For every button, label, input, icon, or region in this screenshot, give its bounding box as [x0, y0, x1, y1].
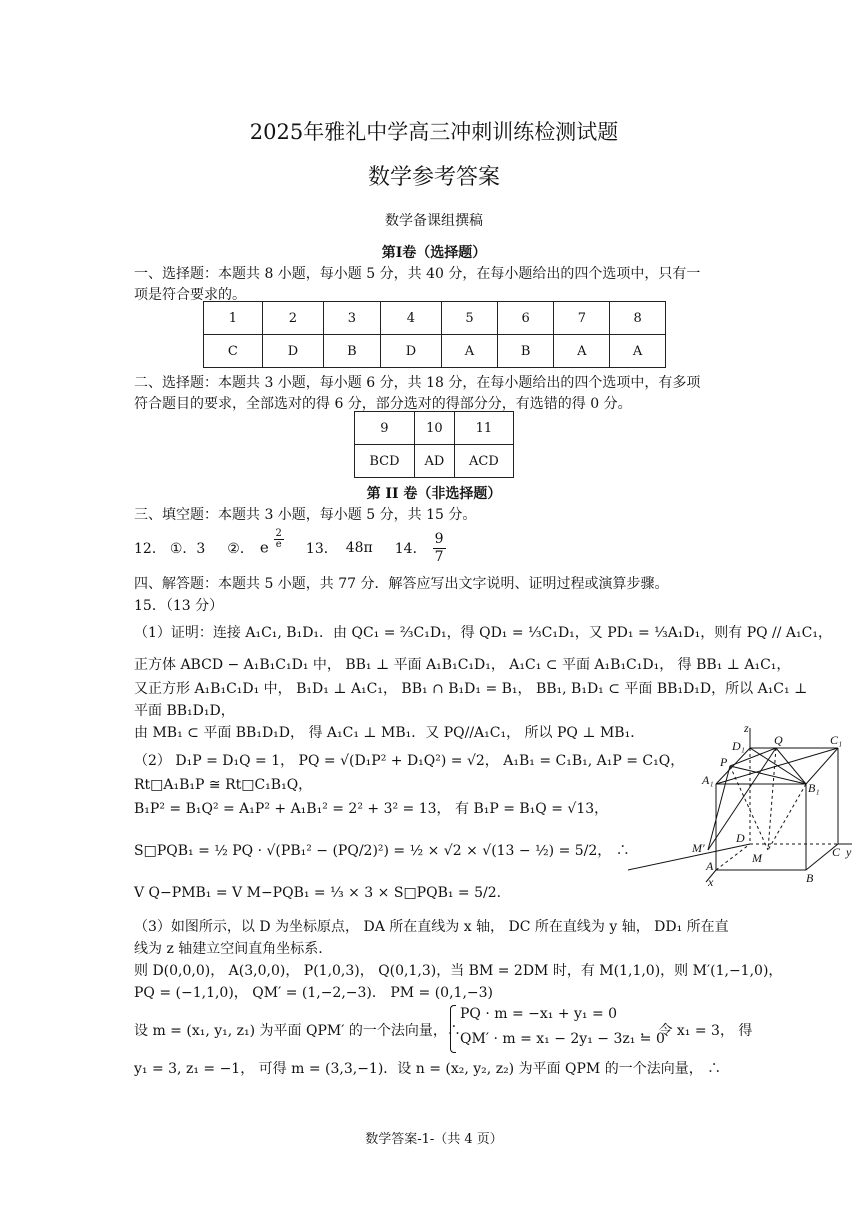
solution-line-12: 线为 z 轴建立空间直角坐标系. — [134, 941, 323, 957]
segment-line — [716, 748, 838, 784]
plane-line — [628, 844, 750, 870]
table-row — [355, 445, 514, 478]
edge-line — [806, 748, 838, 784]
table-cell: B — [324, 335, 381, 368]
section2-text-1: 二、选择题：本题共 3 小题，每小题 6 分，共 18 分，在每小题给出的四个选项中，有多项 — [134, 375, 701, 391]
label-d: D — [736, 831, 745, 845]
label-m: M — [752, 851, 762, 865]
table-cell: D — [262, 335, 323, 368]
table-cell: 9 — [355, 412, 415, 445]
table-cell: B — [497, 335, 554, 368]
table-cell: D — [380, 335, 441, 368]
segment-line — [768, 748, 776, 850]
page-title: 2025年雅礼中学高三冲刺训练检测试题 — [249, 120, 619, 144]
table-cell: 2 — [262, 302, 323, 335]
table-row — [204, 335, 666, 368]
solution-line-5: 由 MB₁ ⊂ 平面 BB₁D₁D， 得 A₁C₁ ⊥ MB₁．又 PQ//A₁C₁， 所以 PQ ⊥ MB₁． — [134, 725, 645, 741]
label-d1: D₁ — [732, 739, 745, 753]
solution-line-1: （1）证明：连接 A₁C₁, B₁D₁．由 QC₁ = ⅔C₁D₁，得 QD₁ = ⅓C₁D₁，又 PD₁ = ⅓A₁D₁，则有 PQ // A₁C₁， — [134, 625, 832, 641]
q12-answer-1: ①．3 — [169, 541, 206, 557]
exp-num: 2 — [275, 527, 282, 539]
table-cell: 3 — [324, 302, 381, 335]
part1-heading: 第Ⅰ卷（选择题） — [381, 245, 487, 261]
table-cell: 7 — [554, 302, 610, 335]
segment-line — [768, 784, 806, 850]
table-cell: AD — [414, 445, 454, 478]
label-p: P — [720, 755, 728, 769]
solution-line-16: y₁ = 3, z₁ = −1， 可得 m = (3,3,−1)．设 n = (x₂, y₂, z₂) 为平面 QPM 的一个法向量， ∴ — [134, 1061, 722, 1077]
table-cell: 1 — [204, 302, 263, 335]
q14-label: 14． — [394, 541, 427, 557]
page-footer: 数学答案-1-（共 4 页） — [365, 1132, 503, 1147]
label-a1: A₁ — [702, 773, 714, 787]
equation-brace — [450, 1005, 456, 1053]
label-c: C — [832, 845, 841, 859]
table-cell: 8 — [610, 302, 666, 335]
table-cell: BCD — [355, 445, 415, 478]
table-cell: A — [442, 335, 498, 368]
section4-text: 四、解答题：本题共 5 小题，共 77 分．解答应写出文字说明、证明过程或演算步骤。 — [134, 576, 669, 592]
table-cell: 10 — [414, 412, 454, 445]
solution-line-3: 又正方形 A₁B₁C₁D₁ 中， B₁D₁ ⊥ A₁C₁， BB₁ ∩ B₁D₁ = B₁， BB₁, B₁D₁ ⊂ 平面 BB₁D₁D，所以 A₁C₁ ⊥ — [134, 681, 808, 697]
label-m-prime: M′ — [692, 841, 705, 855]
table-cell: C — [204, 335, 263, 368]
part2-heading: 第 II 卷（非选择题） — [366, 486, 502, 502]
label-y: y — [846, 845, 852, 859]
solution-line-8: B₁P² = B₁Q² = A₁P² + A₁B₁² = 2² + 3² = 13， 有 B₁P = B₁Q = √13， — [134, 801, 609, 817]
answer-table-2 — [354, 411, 514, 478]
solution-line-4: 平面 BB₁D₁D， — [134, 703, 235, 719]
system-eq-1: PQ · m = −x₁ + y₁ = 0 — [460, 1006, 618, 1022]
exp-power — [274, 529, 284, 550]
solution-line-2: 正方体 ABCD − A₁B₁C₁D₁ 中， BB₁ ⊥ 平面 A₁B₁C₁D₁， A₁C₁ ⊂ 平面 A₁B₁C₁D₁， 得 BB₁ ⊥ A₁C₁， — [134, 657, 791, 673]
q12-answer-2 — [259, 527, 284, 559]
table-row — [355, 412, 514, 445]
solution-line-11: （3）如图所示，以 D 为坐标原点， DA 所在直线为 x 轴， DC 所在直线为 y 轴， DD₁ 所在直 — [134, 919, 729, 935]
table-cell: 5 — [442, 302, 498, 335]
q14-answer — [433, 531, 446, 566]
segment-line — [750, 748, 806, 784]
segment-line — [776, 748, 806, 784]
table-cell: 11 — [454, 412, 513, 445]
answer-table-1 — [203, 301, 666, 368]
table-cell: A — [610, 335, 666, 368]
table-cell: ACD — [454, 445, 513, 478]
q13-answer: 48π — [345, 540, 373, 556]
section1-text-1: 一、选择题：本题共 8 小题，每小题 5 分，共 40 分，在每小题给出的四个选项中，只有一 — [134, 266, 701, 282]
section3-text: 三、填空题：本题共 3 小题，每小题 5 分，共 15 分。 — [134, 507, 477, 523]
solution-line-15-tail: ， 令 x₁ = 3， 得 — [640, 1023, 753, 1039]
exp-den: e — [275, 538, 282, 550]
page-subtitle: 数学参考答案 — [367, 165, 500, 190]
section1-text-2: 项是符合要求的。 — [134, 287, 246, 303]
table-row — [204, 302, 666, 335]
author-line: 数学备课组撰稿 — [385, 213, 483, 229]
table-cell: A — [554, 335, 610, 368]
q12-answer-2-label: ②． — [227, 541, 254, 557]
q12-label: 12． — [134, 541, 166, 557]
q14-num: 9 — [434, 530, 444, 547]
solution-line-15: 设 m = (x₁, y₁, z₁) 为平面 QPM′ 的一个法向量，∴ — [134, 1023, 461, 1039]
section2-text-2: 符合题目的要求，全部选对的得 6 分，部分选对的得部分分，有选错的得 0 分。 — [134, 396, 632, 412]
label-c1: C₁ — [830, 733, 843, 747]
solution-line-9: S□PQB₁ = ½ PQ · √(PB₁² − (PQ/2)²) = ½ × √2 × √(13 − ½) = 5/2， ∴ — [134, 843, 630, 859]
label-q: Q — [774, 733, 783, 747]
cube-figure — [620, 722, 860, 892]
q13-label: 13． — [305, 541, 338, 557]
solution-line-13: 则 D(0,0,0)， A(3,0,0)， P(1,0,3)， Q(0,1,3)，当 BM = 2DM 时，有 M(1,1,0)，则 M′(1,−1,0)， — [134, 963, 783, 979]
label-a: A — [706, 859, 714, 873]
solution-line-10: V Q−PMB₁ = V M−PQB₁ = ⅓ × 3 × S□PQB₁ = 5/2． — [134, 885, 511, 901]
table-cell: 6 — [497, 302, 554, 335]
label-b1: B₁ — [808, 781, 820, 795]
label-x: x — [708, 875, 714, 889]
fill-answers — [134, 528, 446, 568]
table-cell: 4 — [380, 302, 441, 335]
solution-line-7: Rt□A₁B₁P ≅ Rt□C₁B₁Q， — [134, 777, 313, 793]
exp-base: e — [259, 538, 269, 556]
label-z: z — [744, 722, 749, 735]
q14-den: 7 — [434, 548, 444, 565]
system-eq-2: QM′ · m = x₁ − 2y₁ − 3z₁ = 0 — [460, 1031, 665, 1047]
solution-line-6: （2） D₁P = D₁Q = 1， PQ = √(D₁P² + D₁Q²) = √2， A₁B₁ = C₁B₁, A₁P = C₁Q， — [134, 753, 685, 769]
label-b: B — [806, 871, 814, 885]
q15-heading: 15．（13 分） — [134, 598, 224, 614]
solution-line-14: PQ = (−1,1,0)， QM′ = (1,−2,−3)． PM = (0,1,−3) — [134, 985, 493, 1001]
